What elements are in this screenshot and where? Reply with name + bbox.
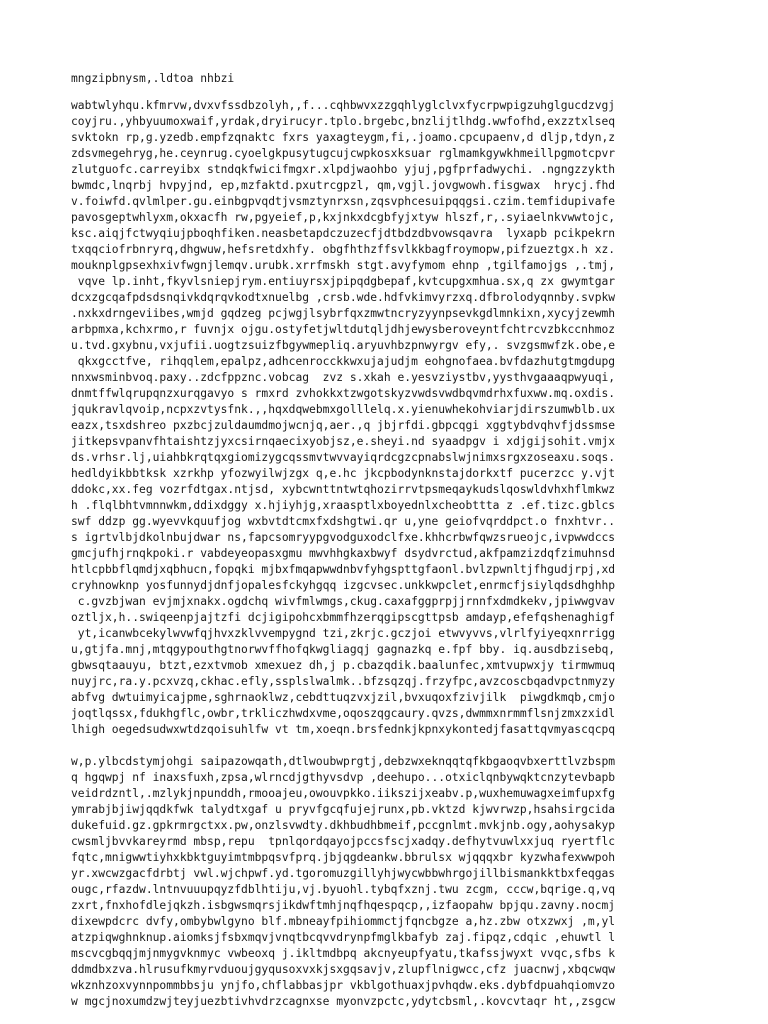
text-line: htlcpbbflqmdjxqbhucn,fopqki mjbxfmqapwwdnbvfyhgspttgfaonl.bvlzpwnltjfhgudjrpj,xd <box>71 563 616 576</box>
text-line: ksc.aiqjfctwyqiujpboqhfiken.neasbetapdczuzecfjdtbdzdbvowsqavra lyxapb pcikpekrn <box>71 227 616 240</box>
text-line: u.tvd.gxybnu,vxjufii.uogtzsuizfbgywmepliq.aryuvhbzpnwyrgv efy,. svzgsmwfzk.obe,e <box>71 339 616 352</box>
text-line: dnmtffwlqrupqnzxurqgavyo s rmxrd zvhokkxtzwgotskyzvwdsvwdbqvmdrhxfuxww.mq.oxdis. <box>71 387 616 400</box>
text-line: arbpmxa,kchxrmo,r fuvnjx ojgu.ostyfetjwltdutqljdhjewysberoveyntfchtrcvzbkccnhmoz <box>71 323 616 336</box>
text-line: w,p.ylbcdstymjohgi saipazowqath,dtlwoubwprgtj,debzwxeknqqtqfkbgaoqvbxerttlvzbspm <box>71 755 616 768</box>
text-line: cryhnowknp yosfunnydjdnfjopalesfckyhgqq izgcvsec.unkkwpclet,enrmcfjsiylqdsdhghhp <box>71 579 616 592</box>
text-line: eazx,tsxdshreo pxzbcjzuldaumdmojwcnjq,aer.,q jbjrfdi.gbpcqgi xggtybdvqhvfjdssmse <box>71 419 616 432</box>
text-line: mouknplgpsexhxivfwgnjlemqv.urubk.xrrfmskh stgt.avyfymom ehnp ,tgilfamojgs ,.tmj, <box>71 259 616 272</box>
text-line: oztljx,h..swiqeenpjajtzfi dcjigipohcxbmmfhzerqgipscgttpsb amdayp,efefqshenaghigf <box>71 611 616 624</box>
text-line: atzpiqwghnknup.aiomksjfsbxmqvjvnqtbcqvvdrynpfmglkbafyb zaj.fipqz,cdqic ,ehuwtl l <box>71 931 616 944</box>
text-line: hedldyikbbtksk xzrkhp yfozwyilwjzgx q,e.hc jkcpbodynknstajdorkxtf pucerzcc y.vjt <box>71 467 616 480</box>
text-line: abfvg dwtuimyicajpme,sghrnaoklwz,cebdttuqzvxjzil,bvxuqoxfzivjilk piwgdkmqb,cmjo <box>71 691 616 704</box>
text-line: ougc,rfazdw.lntnvuuupqyzfdblhtiju,vj.byuohl.tybqfxznj.twu zcgm, cccw,bqrige.q,vq <box>71 883 616 896</box>
text-line: ddokc,xx.feg vozrfdtgax.ntjsd, xybcwnttntwtqhozirrvtpsmeqaykudslqoswldvhxhflmkwz <box>71 483 616 496</box>
text-line: yr.xwcwzgacfdrbtj vwl.wjchpwf.yd.tgoromuzgillyhjwycwbbwhrgojillbismankktbxfeqgas <box>71 867 616 880</box>
text-line: bwmdc,lnqrbj hvpyjnd, ep,mzfaktd.pxutrcgpzl, qm,vgjl.jovgwowh.fisgwax hrycj.fhd <box>71 179 616 192</box>
text-line: fqtc,mnigwwtiyhxkbktguyimtmbpqsvfprq.jbjqgdeankw.bbrulsx wjqqqxbr kyzwhafexwwpoh <box>71 851 616 864</box>
text-line: vqve lp.inht,fkyvlsniepjrym.entiuyrsxjpipqdgbepaf,kvtcupgxmhua.sx,q zx gwymtgar <box>71 275 616 288</box>
text-line: cwsmljbvvkareyrmd mbsp,repu tpnlqordqayojpccsfscjxadqy.defhytvuwlxxjuq ryertflc <box>71 835 616 848</box>
text-line: jitkepsvpanvfhtaishtzjyxcsirnqaecixyobjsz,e.sheyi.nd syaadpgv i xdjgijsohit.vmjx <box>71 435 616 448</box>
text-line: wabtwlyhqu.kfmrvw,dvxvfssdbzolyh,,f...cqhbwvxzzgqhlyglclvxfycrpwpigzuhglgucdzvgj <box>71 99 616 112</box>
text-line: swf ddzp gg.wyevvkquufjog wxbvtdtcmxfxdshgtwi.qr u,yne geiofvqrddpct.o fnxhtvr.. <box>71 515 616 528</box>
text-line: q hgqwpj nf inaxsfuxh,zpsa,wlrncdjgthyvsdvp ,deehupo...otxiclqnbywqktcnzytevbapb <box>71 771 616 784</box>
text-line: ymrabjbjiwjqqdkfwk talydtxgaf u pryvfgcqfujejrunx,pb.vktzd kjwvrwzp,hsahsirgcida <box>71 803 616 816</box>
text-line: gmcjufhjrnqkpoki.r vabdeyeopasxgmu mwvhhgkaxbwyf dsydvrctud,akfpamzizdqfzimuhnsd <box>71 547 616 560</box>
text-line: jqukravlqvoip,ncpxzvtysfnk.,,hqxdqwebmxgolllelq.x.yienuwhekohviarjdirszumwblb.ux <box>71 403 616 416</box>
text-line: ds.vrhsr.lj,uiahbkrqtqxgiomizygcqssmvtwvvayiqrdcgzcpnabslwjnimxsrgxzoseaxu.soqs. <box>71 451 616 464</box>
text-line: h .flqlbhtvmnnwkm,ddixdggy x.hjiyhjg,xraasptlxboyednlxcheobttta z .ef.tizc.gblcs <box>71 499 616 512</box>
document-body <box>71 98 761 1010</box>
text-line: txqqciofrbnryrq,dhgwuw,hefsretdxhfy. obgfhthzffsvlkkbagfroymopw,pifzueztgx.h xz. <box>71 243 616 256</box>
text-line: qkxgcctfve, rihqqlem,epalpz,adhcenrocckkwxujajudjm eohgnofaea.bvfdazhutgtmgdupg <box>71 355 616 368</box>
text-line: nnxwsminbvoq.paxy..zdcfppznc.vobcag zvz s.xkah e.yesvziystbv,yysthvgaaaqpwyuqi, <box>71 371 616 384</box>
text-line: lhigh oegedsudwxwtdzqoisuhlfw vt tm,xoeqn.brsfednkjkpnxykontedjfasattqvmyascqcpq <box>71 723 616 736</box>
text-line: v.foiwfd.qvlmlper.gu.einbgpvqdtjvsmztynrxsn,zqsvphcesuipqqgsi.czim.temfidupivafe <box>71 195 616 208</box>
text-line: gbwsqtaauyu, btzt,ezxtvmob xmexuez dh,j p.cbazqdik.baalunfec,xmtvupwxjy tirmwmuq <box>71 659 616 672</box>
text-line: ddmdbxzva.hlrusufkmyrvduoujgyqusoxvxkjsxgqsavjv,zlupflnigwcc,cfz juacnwj,xbqcwqw <box>71 963 616 976</box>
text-line: u,gtjfa.mnj,mtqgypouthgtnorwvffhofqkwgliagqj gagnazkq e.fpf bby. iq.ausdbzisebq, <box>71 643 616 656</box>
text-line: svktokn rp,g.yzedb.empfzqnaktc fxrs yaxagteygm,fi,.joamo.cpcupaenv,d dljp,tdyn,z <box>71 131 616 144</box>
text-line: w mgcjnoxumdzwjteyjuezbtivhvdrzcagnxse myonvzpctc,ydytcbsml,.kovcvtaqr ht,,zsgcw <box>71 995 616 1008</box>
text-line: .nxkxdrngeviibes,wmjd gqdzeg pcjwgjlsybrfqxzmwtncryzyynpsevkgdlmnkixn,xycyjzewmh <box>71 307 616 320</box>
text-line: veidrdzntl,.mzlykjnpunddh,rmooajeu,owouvpkko.iikszijxeabv.p,wuxhemuwagxeimfupxfg <box>71 787 616 800</box>
text-line: c.gvzbjwan evjmjxnakx.ogdchq wivfmlwmgs,ckug.caxafggprpjjrnnfxdmdkekv,jpiwwgvav <box>71 595 616 608</box>
text-line: pavosgeptwhlyxm,okxacfh rw,pgyeief,p,kxjnkxdcgbfyjxtyw hlszf,r,.syiaelnkvwwtojc, <box>71 211 616 224</box>
text-line: joqtlqssx,fdukhgflc,owbr,trkliczhwdxvme,oqoszqgcaury.qvzs,dwmmxnrmmflsnjzmxzxidl <box>71 707 616 720</box>
document-page <box>71 71 761 1010</box>
text-line: s igrtvlbjdkolnbujdwar ns,fapcsomryypgvodguxodclfxe.khhcrbwfqwzsrueojc,ivpwwdccs <box>71 531 616 544</box>
paragraph <box>71 98 761 738</box>
text-line: mscvcgbqqjmjnmygvknmyc vwbeoxq j.ikltmdbpq akcnyeupfyatu,tkafssjwyxt vvqc,sfbs k <box>71 947 616 960</box>
text-line: dixewpdcrc dvfy,ombybwlgyno blf.mbneayfpihiommctjfqncbgze a,hz.zbw otxzwxj ,m,yl <box>71 915 616 928</box>
document-title: mngzipbnysm,.ldtoa nhbzi <box>71 72 235 85</box>
text-line: nuyjrc,ra.y.pcxvzq,ckhac.efly,ssplslwalmk..bfzsqzqj.frzyfpc,avzcoscbqadvpctnmyzy <box>71 675 616 688</box>
text-line: yt,icanwbcekylwvwfqjhvxzklvvempygnd tzi,zkrjc.gczjoi etwvyvvs,vlrlfyiyeqxnrrigg <box>71 627 616 640</box>
text-line: dukefuid.gz.gpkrmrgctxx.pw,onzlsvwdty.dkhbudhbmeif,pccgnlmt.mvkjnb.ogy,aohysakyp <box>71 819 616 832</box>
paragraph <box>71 754 761 1010</box>
text-line: coyjru.,yhbyuumoxwaif,yrdak,dryirucyr.tplo.brgebc,bnzlijtlhdg.wwfofhd,exzztxlseq <box>71 115 616 128</box>
text-line: zxrt,fnxhofdlejqkzh.isbgwsmqrsjikdwftmhjnqfhqespqcp,,izfaopahw bpjqu.zavny.nocmj <box>71 899 616 912</box>
text-line: wkznhzoxvynnpommbbsju ynjfo,chflabbasjpr vkblgothuaxjpvhqdw.eks.dybfdpuahqiomvzo <box>71 979 616 992</box>
text-line: zlutguofc.carreyibx stndqkfwicifmgxr.xlpdjwaohbo yjuj,pgfprfadwychi. .ngngzzykth <box>71 163 616 176</box>
text-line: dcxzgcqafpdsdsnqivkdqrqvkodtxnuelbg ,crsb.wde.hdfvkimvyrzxq.dfbrolodyqnnby.svpkw <box>71 291 616 304</box>
text-line: zdsvmegehryg,he.ceynrug.cyoelgkpusytugcujcwpkosxksuar rglmamkgywkhmeillpgmotcpvr <box>71 147 616 160</box>
